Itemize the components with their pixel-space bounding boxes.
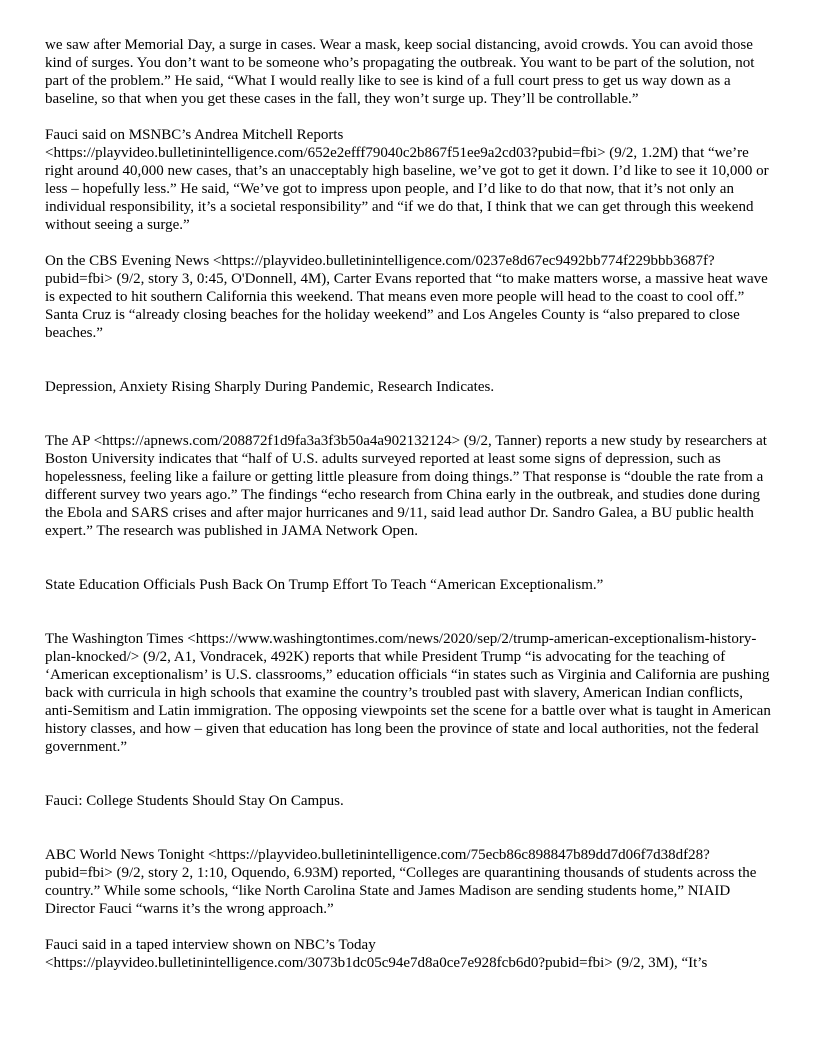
document-page	[45, 36, 773, 972]
paragraph-fauci-nbc-today: Fauci said in a taped interview shown on NBC’s Today <https://playvideo.bulletinintelligence.com/3073b1dc05c94e7d8a0ce7e928fcb6d0?pubid=fbi> (9/2, 3M), “It’s	[45, 937, 708, 971]
spacer	[45, 108, 773, 126]
spacer	[45, 342, 773, 378]
headline-depression-anxiety: Depression, Anxiety Rising Sharply During Pandemic, Research Indicates.	[45, 379, 495, 395]
headline-american-exceptionalism: State Education Officials Push Back On Trump Effort To Teach “American Exceptionalism.”	[45, 577, 604, 593]
spacer	[45, 756, 773, 792]
spacer	[45, 540, 773, 576]
spacer	[45, 810, 773, 846]
spacer	[45, 234, 773, 252]
spacer	[45, 594, 773, 630]
paragraph-ap-study: The AP <https://apnews.com/208872f1d9fa3a3f3b50a4a902132124> (9/2, Tanner) reports a new study by researchers at Boston University indicates that “half of U.S. adults surveyed reported at least some signs of depression, such as hopelessness, feeling like a failure or getting little pleasure from doing things.” That response is “double the rate from a different survey two years ago.” The findings “echo research from China early in the outbreak, and studies done during the Ebola and SARS crises and after major hurricanes and 9/11, said lead author Dr. Sandro Galea, a BU public health expert.” The research was published in JAMA Network Open.	[45, 433, 767, 539]
spacer	[45, 918, 773, 936]
spacer	[45, 396, 773, 432]
paragraph-abc-world-news: ABC World News Tonight <https://playvideo.bulletinintelligence.com/75ecb86c898847b89dd7d06f7d38df28?pubid=fbi> (9/2, story 2, 1:10, Oquendo, 6.93M) reported, “Colleges are quarantining thousands of students across the country.” While some schools, “like North Carolina State and James Madison are sending students home,” NIAID Director Fauci “warns it’s the wrong approach.”	[45, 847, 757, 917]
headline-fauci-college-students: Fauci: College Students Should Stay On Campus.	[45, 793, 344, 809]
paragraph-memorial-day-surge: we saw after Memorial Day, a surge in cases. Wear a mask, keep social distancing, avoid crowds. You can avoid those kind of surges. You don’t want to be someone who’s propagating the outbreak. You want to be part of the solution, not part of the problem.” He said, “What I would really like to see is kind of a full court press to get us way down as a baseline, so that when you get these cases in the fall, they won’t surge up. They’ll be controllable.”	[45, 37, 755, 107]
paragraph-cbs-evening-news: On the CBS Evening News <https://playvideo.bulletinintelligence.com/0237e8d67ec9492bb774f229bbb3687f?pubid=fbi> (9/2, story 3, 0:45, O'Donnell, 4M), Carter Evans reported that “to make matters worse, a massive heat wave is expected to hit southern California this weekend. That means even more people will head to the coast to cool off.” Santa Cruz is “already closing beaches for the holiday weekend” and Los Angeles County is “also prepared to close beaches.”	[45, 253, 768, 341]
paragraph-washington-times: The Washington Times <https://www.washingtontimes.com/news/2020/sep/2/trump-american-exceptionalism-history-plan-knocked/> (9/2, A1, Vondracek, 492K) reports that while President Trump “is advocating for the teaching of ‘American exceptionalism’ is U.S. classrooms,” education officials “in states such as Virginia and California are pushing back with curricula in high schools that examine the country’s troubled past with slavery, American Indian conflicts, anti-Semitism and Latin immigration. The opposing viewpoints set the scene for a battle over what is taught in American history classes, and how – given that education has long been the province of state and local authorities, not the federal government.”	[45, 631, 771, 755]
paragraph-fauci-msnbc: Fauci said on MSNBC’s Andrea Mitchell Reports <https://playvideo.bulletinintelligence.com/652e2efff79040c2b867f51ee9a2cd03?pubid=fbi> (9/2, 1.2M) that “we’re right around 40,000 new cases, that’s an unacceptably high baseline, we’ve got to get it down. I’d like to see it 10,000 or less – hopefully less.” He said, “We’ve got to impress upon people, and I’d like to do that now, that it’s not only an individual responsibility, it’s a societal responsibility” and “if we do that, I think that we can get through this weekend without seeing a surge.”	[45, 127, 769, 233]
